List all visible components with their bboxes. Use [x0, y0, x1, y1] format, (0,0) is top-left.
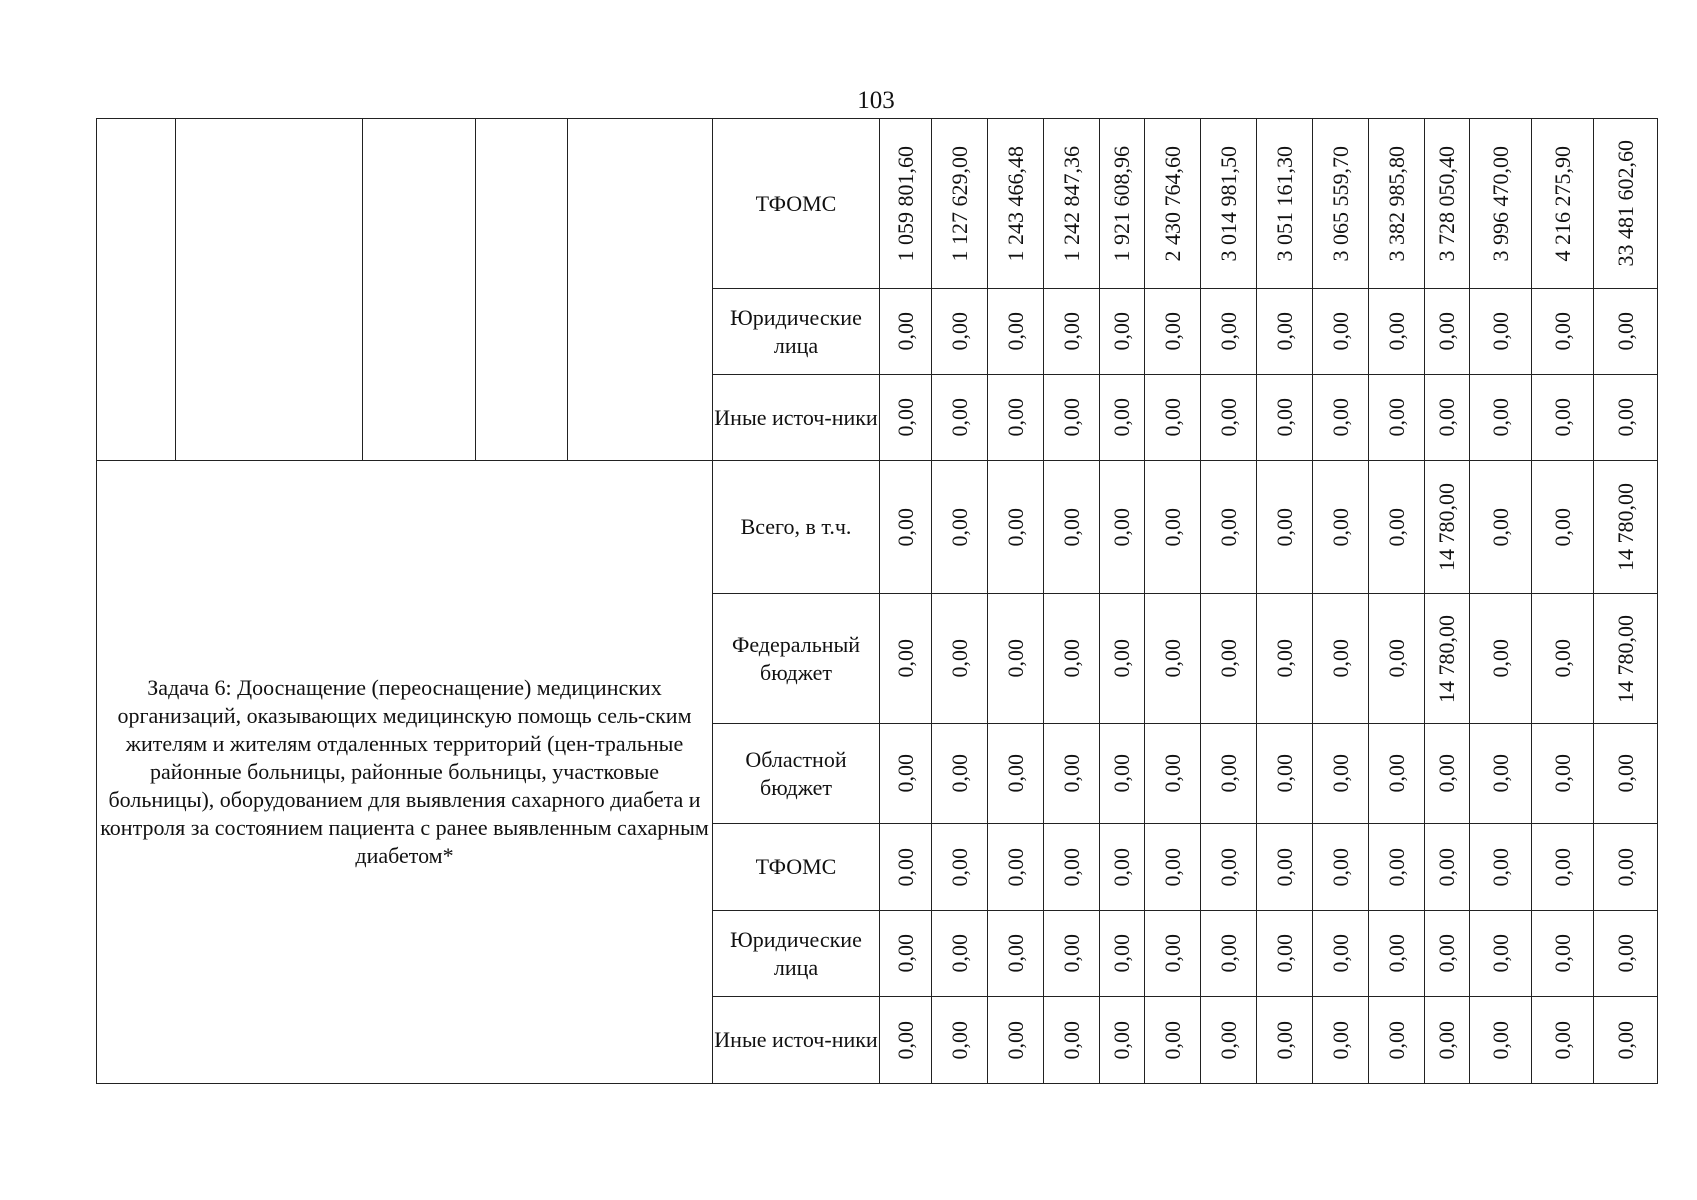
value-text: 3 051 161,30	[1271, 145, 1297, 262]
funding-source-cell: ТФОМС	[713, 119, 880, 289]
value-cell	[1145, 997, 1201, 1084]
value-cell	[1145, 911, 1201, 997]
value-cell	[1313, 594, 1369, 724]
value-text: 0,00	[1549, 754, 1575, 793]
value-text: 0,00	[892, 847, 918, 887]
value-text: 0,00	[1002, 398, 1028, 437]
value-text: 0,00	[1327, 934, 1353, 973]
value-text: 0,00	[946, 398, 972, 437]
value-cell	[1594, 461, 1658, 594]
value-text: 0,00	[1383, 312, 1409, 351]
value-text: 1 059 801,60	[892, 145, 918, 262]
value-text: 0,00	[1487, 847, 1513, 887]
value-text: 0,00	[1434, 398, 1459, 437]
value-text: 0,00	[1058, 398, 1084, 437]
empty-cell	[363, 119, 476, 461]
value-cell	[1470, 824, 1532, 911]
value-cell	[1145, 594, 1201, 724]
value-cell	[1201, 594, 1257, 724]
value-cell	[1044, 997, 1100, 1084]
value-cell	[1044, 461, 1100, 594]
value-cell	[1145, 461, 1201, 594]
value-text: 0,00	[1271, 754, 1297, 793]
value-text: 0,00	[1487, 934, 1513, 973]
value-cell	[1257, 119, 1313, 289]
value-text: 3 382 985,80	[1383, 145, 1409, 262]
value-text: 0,00	[1327, 754, 1353, 793]
value-cell	[1044, 594, 1100, 724]
value-cell	[1594, 289, 1658, 375]
value-text: 0,00	[1612, 934, 1638, 973]
value-text: 0,00	[1002, 754, 1028, 793]
value-text: 0,00	[1549, 934, 1575, 973]
value-text: 3 065 559,70	[1327, 145, 1353, 262]
value-cell	[1369, 594, 1425, 724]
value-cell	[1044, 375, 1100, 461]
value-cell	[1313, 289, 1369, 375]
value-cell	[880, 824, 932, 911]
value-text: 0,00	[1271, 934, 1297, 973]
value-cell	[1470, 997, 1532, 1084]
value-text: 0,00	[1159, 754, 1185, 793]
value-cell	[932, 289, 988, 375]
funding-source-cell: Федеральный бюджет	[713, 594, 880, 724]
value-text: 14 780,00	[1612, 614, 1638, 703]
value-cell	[1044, 824, 1100, 911]
value-cell	[988, 375, 1044, 461]
value-text: 0,00	[1002, 639, 1028, 678]
funding-source-cell: ТФОМС	[713, 824, 880, 911]
value-cell	[1532, 724, 1594, 824]
value-text: 0,00	[1058, 1020, 1084, 1060]
value-text: 0,00	[1058, 639, 1084, 678]
value-cell	[1594, 119, 1658, 289]
value-cell	[932, 594, 988, 724]
value-text: 0,00	[1549, 398, 1575, 437]
value-cell	[1425, 461, 1470, 594]
value-text: 0,00	[1109, 312, 1134, 351]
value-text: 0,00	[1271, 507, 1297, 547]
value-text: 0,00	[946, 847, 972, 887]
value-text: 0,00	[1215, 398, 1241, 437]
value-text: 0,00	[1058, 934, 1084, 973]
value-text: 0,00	[892, 754, 918, 793]
value-text: 0,00	[1434, 754, 1459, 793]
value-cell	[1100, 911, 1145, 997]
value-cell	[1313, 824, 1369, 911]
value-cell	[880, 119, 932, 289]
value-cell	[1369, 461, 1425, 594]
value-text: 0,00	[1058, 507, 1084, 547]
value-cell	[1257, 375, 1313, 461]
value-text: 0,00	[1159, 934, 1185, 973]
value-text: 0,00	[1109, 847, 1134, 887]
value-cell	[1201, 911, 1257, 997]
value-cell	[1100, 724, 1145, 824]
funding-source-cell: Областной бюджет	[713, 724, 880, 824]
value-cell	[1470, 594, 1532, 724]
value-cell	[1044, 911, 1100, 997]
value-text: 3 014 981,50	[1215, 145, 1241, 262]
funding-source-cell: Иные источ-ники	[713, 997, 880, 1084]
value-text: 0,00	[1109, 934, 1134, 973]
value-cell	[1201, 375, 1257, 461]
value-text: 0,00	[1383, 847, 1409, 887]
value-cell	[1369, 375, 1425, 461]
value-text: 0,00	[1383, 754, 1409, 793]
value-cell	[1145, 724, 1201, 824]
table-row	[97, 461, 1658, 594]
value-cell	[1369, 724, 1425, 824]
value-text: 0,00	[1487, 312, 1513, 351]
value-cell	[988, 824, 1044, 911]
value-text: 0,00	[1159, 398, 1185, 437]
value-text: 0,00	[1383, 934, 1409, 973]
funding-source-cell: Иные источ-ники	[713, 375, 880, 461]
value-cell	[1594, 594, 1658, 724]
value-text: 0,00	[892, 398, 918, 437]
value-cell	[1145, 119, 1201, 289]
value-text: 0,00	[1434, 1020, 1459, 1060]
value-text: 0,00	[1002, 934, 1028, 973]
value-cell	[1532, 289, 1594, 375]
value-cell	[1532, 461, 1594, 594]
value-cell	[1470, 375, 1532, 461]
value-cell	[1425, 375, 1470, 461]
value-text: 0,00	[1215, 507, 1241, 547]
value-text: 33 481 602,60	[1612, 140, 1638, 267]
value-cell	[1313, 461, 1369, 594]
value-text: 2 430 764,60	[1159, 145, 1185, 262]
value-cell	[1425, 119, 1470, 289]
value-text: 0,00	[946, 934, 972, 973]
value-cell	[1100, 289, 1145, 375]
value-cell	[1425, 724, 1470, 824]
value-cell	[1201, 824, 1257, 911]
value-cell	[1313, 911, 1369, 997]
value-text: 0,00	[1383, 1020, 1409, 1060]
value-text: 0,00	[1215, 847, 1241, 887]
value-text: 0,00	[1002, 507, 1028, 547]
value-text: 0,00	[1215, 754, 1241, 793]
value-cell	[1369, 911, 1425, 997]
value-cell	[880, 911, 932, 997]
value-text: 0,00	[1383, 639, 1409, 678]
funding-source-cell: Всего, в т.ч.	[713, 461, 880, 594]
value-cell	[1594, 824, 1658, 911]
value-cell	[1369, 824, 1425, 911]
value-cell	[1145, 289, 1201, 375]
empty-cell	[476, 119, 568, 461]
value-cell	[880, 461, 932, 594]
value-cell	[1257, 594, 1313, 724]
value-cell	[1257, 997, 1313, 1084]
funding-source-cell: Юридические лица	[713, 289, 880, 375]
value-cell	[1369, 997, 1425, 1084]
value-text: 0,00	[1487, 754, 1513, 793]
value-text: 0,00	[1159, 639, 1185, 678]
value-text: 0,00	[1215, 312, 1241, 351]
value-cell	[1470, 724, 1532, 824]
empty-cell	[97, 119, 176, 461]
value-text: 0,00	[1109, 1020, 1134, 1060]
value-cell	[1313, 997, 1369, 1084]
page-number: 103	[857, 87, 895, 114]
value-text: 3 728 050,40	[1434, 145, 1459, 262]
value-text: 0,00	[1271, 312, 1297, 351]
table-row	[97, 119, 1658, 289]
value-cell	[1532, 824, 1594, 911]
value-text: 0,00	[1215, 934, 1241, 973]
value-cell	[1532, 911, 1594, 997]
value-cell	[1100, 997, 1145, 1084]
value-cell	[1313, 724, 1369, 824]
value-cell	[1470, 119, 1532, 289]
value-cell	[1313, 119, 1369, 289]
value-text: 0,00	[1327, 847, 1353, 887]
value-cell	[932, 997, 988, 1084]
value-text: 0,00	[1487, 639, 1513, 678]
value-text: 0,00	[1159, 847, 1185, 887]
value-cell	[1145, 375, 1201, 461]
value-text: 0,00	[1549, 1020, 1575, 1060]
value-text: 0,00	[1549, 312, 1575, 351]
value-cell	[880, 724, 932, 824]
value-text: 0,00	[1002, 847, 1028, 887]
value-text: 0,00	[1327, 507, 1353, 547]
value-cell	[1425, 289, 1470, 375]
value-text: 0,00	[1002, 312, 1028, 351]
task-description-cell: Задача 6: Дооснащение (переоснащение) медицинских организаций, оказывающих медицинскую помощь сель-ским жителям и жителям отдаленных территорий (цен-тральные районные больницы, районные больницы, участковые больницы), оборудованием для выявления сахарного диабета и контроля за состоянием пациента с ранее выявленным сахарным диабетом*	[97, 461, 713, 1084]
value-cell	[1425, 911, 1470, 997]
value-text: 0,00	[1487, 1020, 1513, 1060]
value-cell	[880, 375, 932, 461]
value-text: 0,00	[1383, 398, 1409, 437]
value-cell	[1594, 997, 1658, 1084]
value-cell	[1532, 594, 1594, 724]
value-text: 0,00	[1271, 639, 1297, 678]
value-cell	[1532, 997, 1594, 1084]
value-text: 0,00	[1058, 754, 1084, 793]
value-text: 0,00	[892, 639, 918, 678]
value-text: 0,00	[1215, 639, 1241, 678]
value-cell	[1313, 375, 1369, 461]
value-text: 0,00	[1487, 398, 1513, 437]
value-cell	[1425, 997, 1470, 1084]
value-cell	[1425, 594, 1470, 724]
value-cell	[1145, 824, 1201, 911]
value-text: 14 780,00	[1434, 483, 1459, 571]
value-cell	[880, 997, 932, 1084]
value-cell	[1100, 594, 1145, 724]
value-cell	[988, 594, 1044, 724]
value-text: 0,00	[1612, 754, 1638, 793]
value-cell	[1100, 119, 1145, 289]
value-cell	[1594, 724, 1658, 824]
value-cell	[1470, 289, 1532, 375]
empty-cell	[176, 119, 363, 461]
value-cell	[1257, 724, 1313, 824]
value-cell	[1470, 461, 1532, 594]
value-cell	[1257, 461, 1313, 594]
value-cell	[1201, 289, 1257, 375]
value-cell	[1532, 375, 1594, 461]
value-text: 0,00	[1058, 312, 1084, 351]
budget-table	[96, 118, 1658, 1084]
value-cell	[988, 724, 1044, 824]
value-cell	[1425, 824, 1470, 911]
value-text: 0,00	[1159, 312, 1185, 351]
value-text: 0,00	[892, 507, 918, 547]
value-text: 0,00	[1327, 639, 1353, 678]
empty-cell	[568, 119, 713, 461]
value-cell	[1257, 911, 1313, 997]
value-text: 0,00	[1327, 312, 1353, 351]
value-cell	[1257, 289, 1313, 375]
value-cell	[1470, 911, 1532, 997]
value-cell	[932, 911, 988, 997]
value-cell	[1044, 289, 1100, 375]
value-cell	[932, 375, 988, 461]
value-cell	[1201, 119, 1257, 289]
value-cell	[1369, 289, 1425, 375]
value-text: 0,00	[946, 639, 972, 678]
value-text: 0,00	[1487, 507, 1513, 547]
value-cell	[1100, 824, 1145, 911]
value-cell	[988, 461, 1044, 594]
value-cell	[988, 119, 1044, 289]
value-cell	[988, 997, 1044, 1084]
funding-source-cell: Юридические лица	[713, 911, 880, 997]
value-cell	[1201, 997, 1257, 1084]
value-cell	[988, 289, 1044, 375]
value-cell	[1594, 911, 1658, 997]
value-text: 3 996 470,00	[1487, 145, 1513, 262]
value-text: 0,00	[1549, 847, 1575, 887]
value-text: 1 242 847,36	[1058, 145, 1084, 262]
value-cell	[1100, 375, 1145, 461]
value-text: 0,00	[1159, 507, 1185, 547]
value-cell	[880, 289, 932, 375]
value-text: 0,00	[946, 754, 972, 793]
value-text: 0,00	[1434, 934, 1459, 973]
value-text: 0,00	[946, 1020, 972, 1060]
value-text: 0,00	[1271, 1020, 1297, 1060]
value-cell	[880, 594, 932, 724]
value-cell	[932, 824, 988, 911]
value-text: 14 780,00	[1612, 483, 1638, 571]
value-text: 0,00	[892, 934, 918, 973]
value-text: 1 921 608,96	[1109, 145, 1134, 262]
value-cell	[1594, 375, 1658, 461]
value-text: 0,00	[1612, 312, 1638, 351]
value-text: 0,00	[1549, 639, 1575, 678]
value-text: 0,00	[1271, 398, 1297, 437]
value-text: 0,00	[1612, 398, 1638, 437]
value-text: 0,00	[1383, 507, 1409, 547]
value-text: 1 243 466,48	[1002, 145, 1028, 262]
value-text: 0,00	[1612, 1020, 1638, 1060]
value-cell	[1532, 119, 1594, 289]
value-text: 0,00	[892, 1020, 918, 1060]
value-text: 0,00	[1109, 507, 1134, 547]
value-cell	[932, 724, 988, 824]
value-text: 0,00	[1109, 754, 1134, 793]
value-cell	[932, 461, 988, 594]
value-cell	[1201, 461, 1257, 594]
value-text: 0,00	[1434, 312, 1459, 351]
value-cell	[1201, 724, 1257, 824]
value-text: 0,00	[946, 507, 972, 547]
value-text: 0,00	[1612, 847, 1638, 887]
value-text: 0,00	[1109, 398, 1134, 437]
value-text: 0,00	[1109, 639, 1134, 678]
value-cell	[1257, 824, 1313, 911]
value-text: 0,00	[1002, 1020, 1028, 1060]
value-text: 0,00	[1058, 847, 1084, 887]
value-text: 0,00	[1327, 1020, 1353, 1060]
value-cell	[988, 911, 1044, 997]
value-text: 4 216 275,90	[1549, 145, 1575, 262]
value-text: 0,00	[1327, 398, 1353, 437]
value-text: 0,00	[946, 312, 972, 351]
value-cell	[1369, 119, 1425, 289]
value-text: 0,00	[1549, 507, 1575, 547]
value-text: 1 127 629,00	[946, 145, 972, 262]
value-text: 0,00	[1215, 1020, 1241, 1060]
value-cell	[1100, 461, 1145, 594]
value-text: 0,00	[1271, 847, 1297, 887]
value-text: 0,00	[1159, 1020, 1185, 1060]
value-cell	[932, 119, 988, 289]
value-cell	[1044, 119, 1100, 289]
value-text: 0,00	[1434, 847, 1459, 887]
value-text: 14 780,00	[1434, 614, 1459, 703]
value-cell	[1044, 724, 1100, 824]
value-text: 0,00	[892, 312, 918, 351]
